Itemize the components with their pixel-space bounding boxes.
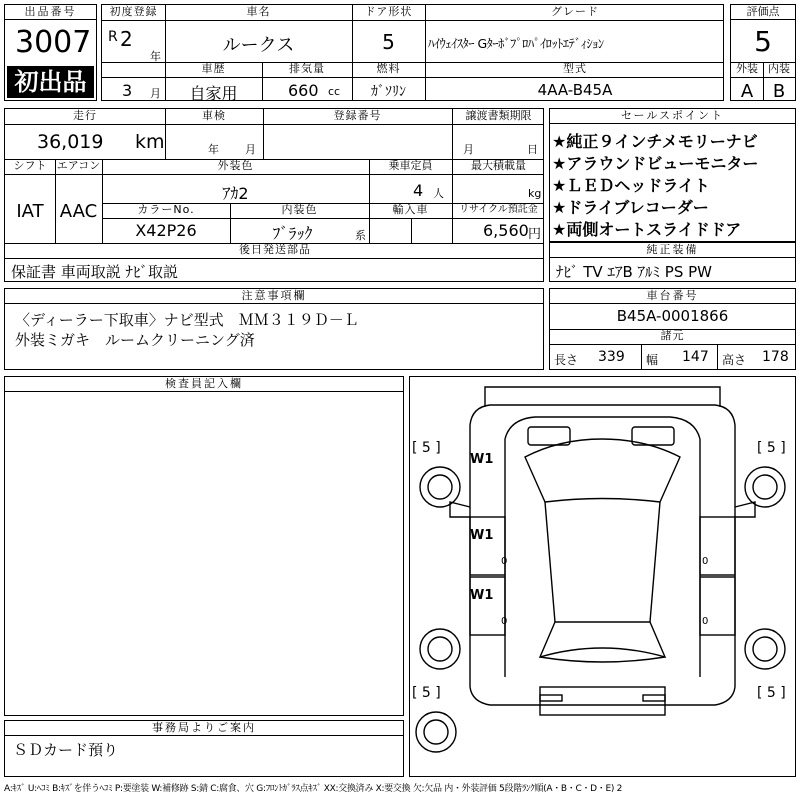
shift-label: シフト [13, 159, 47, 172]
inspection-year-unit: 年 [208, 143, 219, 156]
car-diagram [410, 377, 795, 776]
capacity-unit: 人 [433, 187, 444, 200]
interior-color-label: 内装色 [281, 203, 318, 216]
sales-point-5: ★両側オートスライドドア [552, 220, 742, 239]
lot-box [4, 4, 97, 101]
chassis-box [549, 288, 796, 370]
notes-line-1: 〈ディーラー下取車〉ナビ型式 ＭＭ３１９Ｄ－Ｌ [15, 311, 359, 329]
equipment-label: 純正装備 [550, 243, 795, 258]
width-label: 幅 [646, 353, 659, 367]
fuel-value: ｶﾞｿﾘﾝ [371, 84, 406, 100]
capacity-label: 乗車定員 [388, 159, 433, 172]
recycle-label: リサイクル預託金 [459, 204, 538, 215]
notes-box [4, 288, 544, 370]
transfer-docs-label: 譲渡書類期限 [465, 109, 532, 122]
zero-mark-4: 0 [702, 616, 709, 627]
zero-mark-2: 0 [501, 616, 508, 627]
sales-point-2: ★アラウンドビューモニター [552, 154, 759, 173]
import-car-label: 輸入車 [392, 203, 429, 216]
recycle-unit: 円 [528, 227, 542, 242]
grade-value: ﾊｲｳｪｲｽﾀｰ Gﾀｰﾎﾞﾌﾟﾛﾊﾟｲﾛｯﾄｴﾃﾞｨｼｮﾝ [428, 36, 604, 51]
score-value: 5 [754, 25, 772, 58]
interior-label: 内装 [768, 62, 790, 75]
aircon-label: エアコン [56, 159, 101, 172]
car-diagram-box [409, 376, 796, 777]
notes-label: 注意事項欄 [5, 289, 543, 304]
sales-points-box [549, 108, 796, 242]
damage-mark-front-left: W1 [470, 452, 494, 467]
height-label: 高さ [722, 353, 747, 367]
capacity-value: 4 [413, 181, 424, 200]
recycle-value: 6,560 [483, 221, 529, 240]
office-label: 事務局よりご案内 [5, 721, 403, 736]
legend-text: A:ｷｽﾞ U:ﾍｺﾐ B:ｷｽﾞを伴うﾍｺﾐ P:要塗装 W:補修跡 S:錆 C:腐食、穴 G:ﾌﾛﾝﾄｶﾞﾗｽ点ｷｽﾞ XX:交換済み X:要交換 欠:欠品 内・外装評価 5段階ﾗﾝｸ順(A・B・C・D・E) 2 [4, 784, 623, 794]
tire-mark-rear-left: [ 5 ] [412, 685, 441, 701]
interior-color-unit: 系 [355, 229, 366, 242]
month-unit: 月 [150, 87, 161, 100]
year-unit: 年 [150, 50, 161, 63]
inspector-box [4, 376, 404, 716]
car-name-value: ルークス [222, 35, 295, 56]
vehicle-details-grid [4, 108, 544, 282]
transfer-month-unit: 月 [463, 143, 474, 156]
inspection-month-unit: 月 [245, 143, 256, 156]
chassis-label: 車台番号 [550, 289, 795, 304]
shift-value: IAT [16, 201, 44, 222]
damage-mark-door-1: W1 [470, 528, 494, 543]
interior-color-value: ﾌﾞﾗｯｸ [272, 224, 313, 243]
model-value: 4AA-B45A [537, 81, 613, 99]
mileage-label: 走行 [73, 109, 97, 122]
score-label: 評価点 [731, 5, 795, 20]
first-listing-badge: 初出品 [7, 66, 94, 98]
dimensions-label: 諸元 [660, 329, 685, 342]
score-box [730, 4, 796, 101]
height-value: 178 [762, 349, 789, 365]
mileage-unit: km [135, 131, 165, 153]
sales-point-1: ★純正９インチメモリーナビ [552, 132, 758, 151]
car-name-label: 車名 [246, 5, 271, 18]
zero-mark-3: 0 [702, 556, 709, 567]
interior-score: B [772, 81, 786, 102]
width-value: 147 [682, 349, 709, 365]
registration-month: 3 [122, 81, 133, 100]
displacement-value: 660 [288, 81, 319, 100]
zero-mark-1: 0 [501, 556, 508, 567]
displacement-label: 排気量 [289, 62, 325, 75]
length-value: 339 [598, 349, 625, 365]
sales-point-4: ★ドライブレコーダー [552, 198, 709, 217]
history-label: 車歴 [201, 62, 226, 75]
equipment-box [549, 242, 796, 282]
max-load-label: 最大積載量 [471, 159, 526, 172]
doors-label: ドア形状 [364, 5, 413, 18]
inspector-label: 検査員記入欄 [5, 377, 403, 392]
tire-mark-front-right: [ 5 ] [757, 440, 786, 456]
length-label: 長さ [554, 353, 579, 367]
later-parts-value: 保証書 車両取説 ﾅﾋﾞ取説 [11, 263, 179, 281]
aircon-value: AAC [59, 201, 98, 222]
lot-number: 3007 [15, 25, 92, 60]
doors-value: 5 [382, 30, 395, 54]
damage-mark-door-2: W1 [470, 588, 494, 603]
tire-mark-rear-right: [ 5 ] [757, 685, 786, 701]
sales-point-3: ★ＬＥＤヘッドライト [552, 176, 710, 195]
fuel-label: 燃料 [376, 62, 401, 75]
office-value: ＳＤカード預り [13, 741, 119, 759]
registration-year: 2 [120, 27, 133, 51]
displacement-unit: cc [328, 85, 341, 98]
tire-mark-front-left: [ 5 ] [412, 440, 441, 456]
office-box [4, 720, 404, 777]
sales-points-label: セールスポイント [550, 109, 795, 124]
lot-label: 出品番号 [5, 5, 96, 20]
equipment-value: ﾅﾋﾞ TV ｴｱB ｱﾙﾐ PS PW [556, 263, 712, 281]
exterior-color-label: 外装色 [217, 159, 254, 172]
chassis-value: B45A-0001866 [616, 307, 729, 325]
color-no-value: X42P26 [135, 221, 197, 240]
color-no-label: カラーNo. [137, 203, 195, 216]
grade-label: グレード [551, 5, 599, 18]
inspection-label: 車検 [202, 109, 226, 122]
first-registration-label: 初度登録 [109, 5, 158, 18]
exterior-color-value: ｱｶ2 [222, 184, 249, 203]
model-label: 型式 [563, 62, 587, 75]
notes-line-2: 外装ミガキ ルームクリーニング済 [15, 331, 255, 349]
top-info-grid [101, 4, 724, 101]
max-load-unit: kg [528, 187, 542, 200]
era: R [108, 29, 118, 45]
exterior-score: A [740, 81, 754, 102]
later-parts-label: 後日発送部品 [239, 243, 311, 256]
mileage-value: 36,019 [37, 131, 104, 153]
transfer-day-unit: 日 [527, 143, 538, 156]
exterior-label: 外装 [736, 62, 758, 75]
history-value: 自家用 [189, 84, 238, 103]
registration-no-label: 登録番号 [333, 109, 382, 122]
